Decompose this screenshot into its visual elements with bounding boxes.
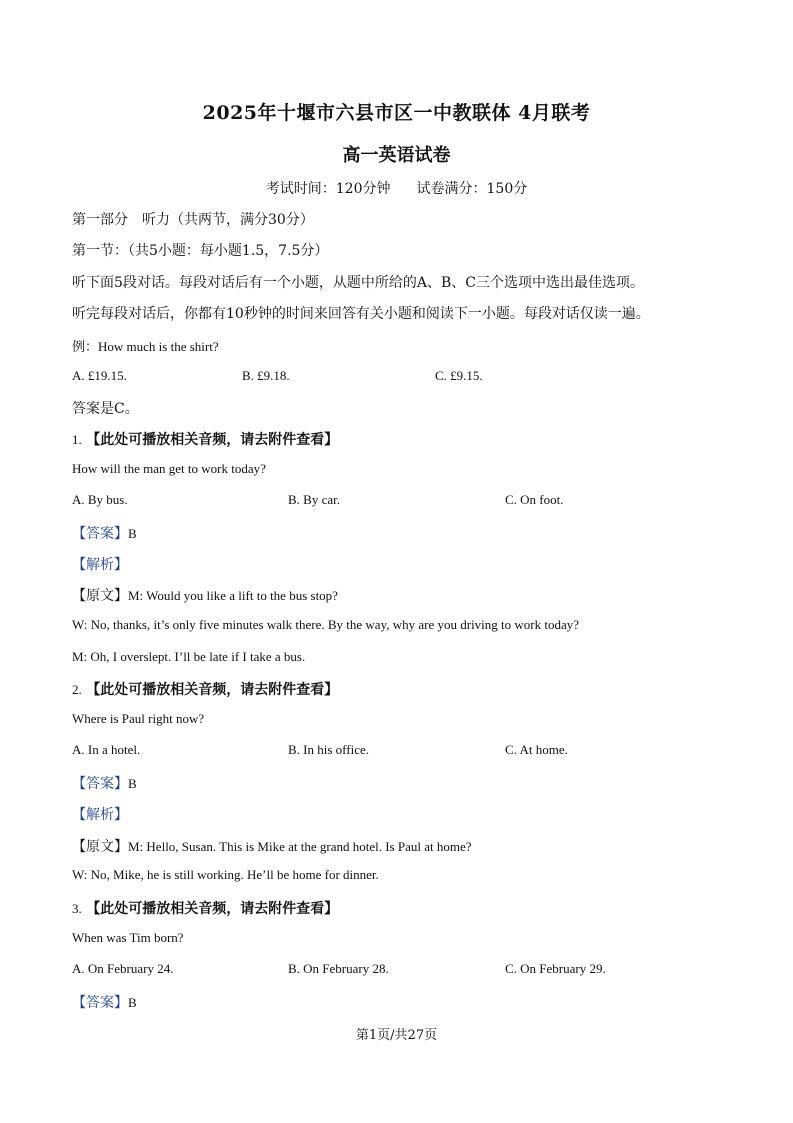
original-tag: 【原文】: [72, 839, 128, 855]
question-2-text: Where is Paul right now?: [72, 711, 205, 726]
question-2-transcript-2: W: No, Mike, he is still working. He’ll be home for dinner.: [72, 867, 379, 882]
question-1-transcript-3: M: Oh, I overslept. I’ll be late if I take a bus.: [72, 649, 306, 664]
question-2-header: [72, 679, 753, 699]
transcript-line: M: Hello, Susan. This is Mike at the grand hotel. Is Paul at home?: [128, 839, 472, 854]
transcript-line: M: Would you like a lift to the bus stop?: [128, 588, 338, 603]
instruction-line-1: 听下面5段对话。每段对话后有一个小题，从题中所给的A、B、C三个选项中选出最佳选项。: [72, 275, 645, 291]
exam-full-score: 试卷满分：150分: [416, 181, 528, 197]
question-2-option-a: A. In a hotel.: [72, 742, 141, 757]
question-1-transcript-1: [72, 585, 753, 605]
exam-time-info: [0, 178, 793, 198]
question-1-option-b: B. By car.: [288, 492, 340, 507]
example-option-a: A. £19.15.: [72, 368, 127, 383]
original-tag: 【原文】: [72, 588, 128, 604]
example-option-b: B. £9.18.: [242, 368, 290, 383]
question-3-answer: [72, 992, 753, 1012]
exam-title: 2025年十堰市六县市区一中教联体 4月联考: [202, 102, 591, 124]
question-1-transcript-2: W: No, thanks, it’s only five minutes walk there. By the way, why are you driving to work today?: [72, 617, 580, 632]
example-answer: 答案是C。: [72, 401, 139, 417]
question-1-answer: [72, 523, 753, 543]
question-2-answer: [72, 773, 753, 793]
question-2-audio-note: 【此处可播放相关音频，请去附件查看】: [86, 682, 339, 698]
analysis-tag: 【解析】: [72, 807, 128, 823]
question-3-text: When was Tim born?: [72, 930, 184, 945]
question-1-header: [72, 429, 753, 449]
exam-time: 考试时间：120分钟: [265, 181, 391, 197]
instruction-line-2: 听完每段对话后，你都有10秒钟的时间来回答有关小题和阅读下一小题。每段对话仅读一遍。: [72, 306, 650, 322]
answer-tag: 【答案】: [72, 995, 128, 1011]
question-2-number: 2.: [72, 682, 82, 697]
section1-heading: 第一节：（共5小题：每小题1.5，7.5分）: [72, 243, 329, 259]
question-2-transcript-1: [72, 836, 753, 856]
question-2-analysis: [72, 804, 753, 824]
answer-tag: 【答案】: [72, 776, 128, 792]
question-1-analysis: [72, 554, 753, 574]
part1-heading: 第一部分 听力（共两节，满分30分）: [72, 212, 314, 228]
question-3-option-c: C. On February 29.: [505, 961, 606, 976]
question-1-answer-value: B: [128, 526, 137, 541]
question-2-option-c: C. At home.: [505, 742, 568, 757]
question-1-text: How will the man get to work today?: [72, 461, 266, 476]
page-number: 第1页/共27页: [355, 1028, 438, 1043]
question-3-header: [72, 898, 753, 918]
example-option-c: C. £9.15.: [435, 368, 483, 383]
question-1-option-c: C. On foot.: [505, 492, 564, 507]
question-3-option-b: B. On February 28.: [288, 961, 389, 976]
example-question: 例：How much is the shirt?: [72, 339, 219, 354]
question-1-option-a: A. By bus.: [72, 492, 128, 507]
analysis-tag: 【解析】: [72, 557, 128, 573]
question-3-option-a: A. On February 24.: [72, 961, 174, 976]
question-3-audio-note: 【此处可播放相关音频，请去附件查看】: [86, 901, 339, 917]
question-3-answer-value: B: [128, 995, 137, 1010]
question-2-answer-value: B: [128, 776, 137, 791]
question-1-audio-note: 【此处可播放相关音频，请去附件查看】: [86, 432, 339, 448]
exam-subtitle: 高一英语试卷: [342, 145, 451, 166]
question-1-number: 1.: [72, 432, 82, 447]
question-3-number: 3.: [72, 901, 82, 916]
answer-tag: 【答案】: [72, 526, 128, 542]
question-2-option-b: B. In his office.: [288, 742, 369, 757]
